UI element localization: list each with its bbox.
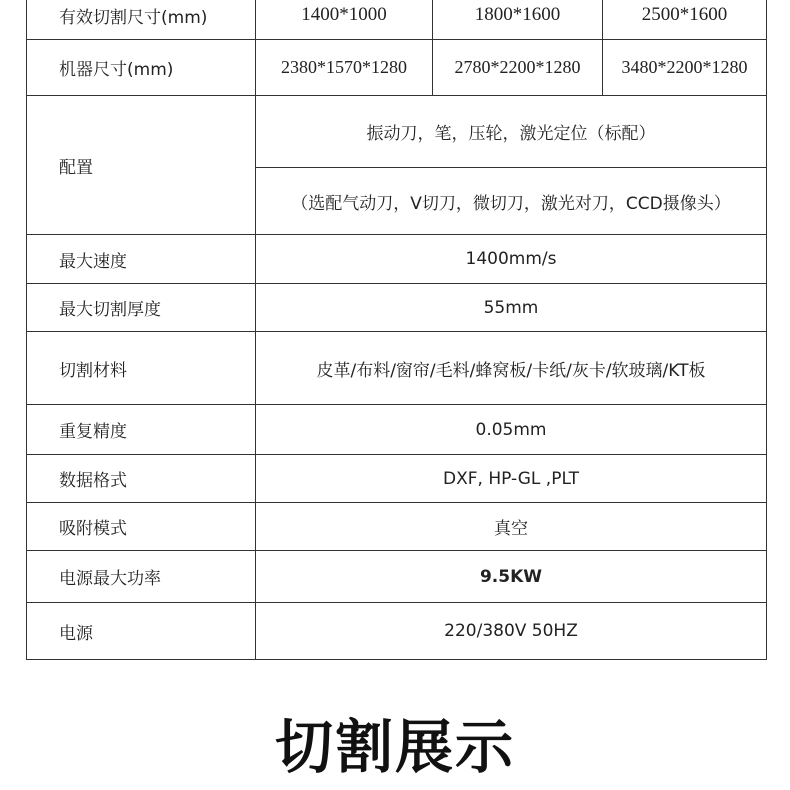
data-format-value: DXF, HP-GL ,PLT: [256, 455, 767, 503]
max-thickness-value: 55mm: [256, 284, 767, 332]
power-supply-label: 电源: [27, 603, 256, 660]
cutting-area-value-3: 2500*1600: [603, 0, 767, 40]
row-suction-mode: [27, 503, 767, 551]
machine-size-label: 机器尺寸(mm): [27, 40, 256, 96]
configuration-label: 配置: [27, 96, 256, 235]
row-max-power: [27, 551, 767, 603]
cutting-area-value-1: 1400*1000: [256, 0, 433, 40]
row-machine-size: [27, 40, 767, 96]
machine-size-value-1: 2380*1570*1280: [256, 40, 433, 96]
max-power-label: 电源最大功率: [27, 551, 256, 603]
row-max-speed: [27, 235, 767, 284]
materials-value: 皮革/布料/窗帘/毛料/蜂窝板/卡纸/灰卡/软玻璃/KT板: [256, 332, 767, 405]
machine-size-value-3: 3480*2200*1280: [603, 40, 767, 96]
cutting-area-label: 有效切割尺寸(mm): [27, 0, 256, 40]
power-supply-value: 220/380V 50HZ: [256, 603, 767, 660]
max-speed-label: 最大速度: [27, 235, 256, 284]
data-format-label: 数据格式: [27, 455, 256, 503]
configuration-standard: 振动刀，笔，压轮，激光定位（标配）: [256, 96, 767, 168]
row-repeat-precision: [27, 405, 767, 455]
machine-size-value-2: 2780*2200*1280: [433, 40, 603, 96]
row-configuration-standard: [27, 96, 767, 168]
suction-mode-value: 真空: [256, 503, 767, 551]
max-thickness-label: 最大切割厚度: [27, 284, 256, 332]
row-max-thickness: [27, 284, 767, 332]
max-power-value: 9.5KW: [256, 551, 767, 603]
row-data-format: [27, 455, 767, 503]
cutting-area-value-2: 1800*1600: [433, 0, 603, 40]
row-cutting-area: [27, 0, 767, 40]
max-speed-value: 1400mm/s: [256, 235, 767, 284]
spec-table: [26, 0, 767, 660]
repeat-precision-value: 0.05mm: [256, 405, 767, 455]
row-power-supply: [27, 603, 767, 660]
materials-label: 切割材料: [27, 332, 256, 405]
row-materials: [27, 332, 767, 405]
section-heading: 切割展示: [274, 713, 515, 781]
repeat-precision-label: 重复精度: [27, 405, 256, 455]
suction-mode-label: 吸附模式: [27, 503, 256, 551]
configuration-optional: （选配气动刀，V切刀，微切刀，激光对刀，CCD摄像头）: [256, 168, 767, 235]
